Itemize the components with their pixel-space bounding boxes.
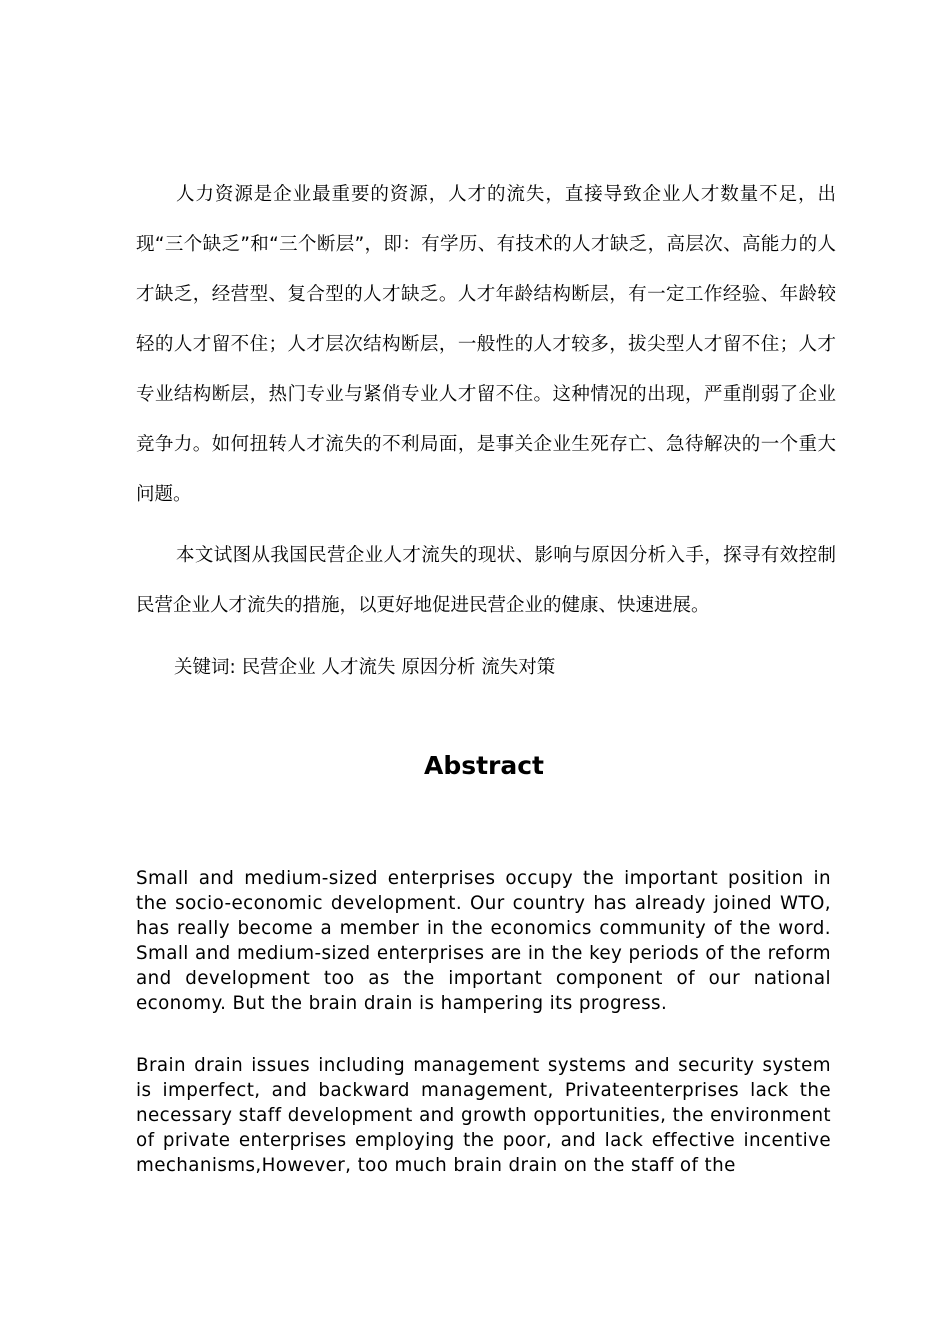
english-abstract-paragraph-1: Small and medium-sized enterprises occupy the important position in the socio-economic development. Our country has already joined WTO, has really become a member in the economics community of the word. Small and medium-sized enterprises are in the key periods of the reform and development too as the important component of our national economy. But the brain drain is hampering its progress.: [136, 868, 831, 1014]
chinese-abstract-paragraph-2: 本文试图从我国民营企业人才流失的现状、影响与原因分析入手，探寻有效控制民营企业人才流失的措施，以更好地促进民营企业的健康、快速进展。: [136, 545, 836, 616]
chinese-abstract-paragraph-1: 人力资源是企业最重要的资源，人才的流失，直接导致企业人才数量不足，出现“三个缺乏”和“三个断层”，即：有学历、有技术的人才缺乏，高层次、高能力的人才缺乏，经营型、复合型的人才缺乏。人才年龄结构断层，有一定工作经验、年龄较轻的人才留不住；人才层次结构断层，一般性的人才较多，拔尖型人才留不住；人才专业结构断层，热门专业与紧俏专业人才留不住。这种情况的出现，严重削弱了企业竞争力。如何扭转人才流失的不利局面，是事关企业生死存亡、急待解决的一个重大问题。: [136, 184, 836, 505]
english-abstract-paragraph-2: Brain drain issues including management systems and security system is imperfect, and backward management, Privateenterprises lack the necessary staff development and growth opportunities, the environment of private enterprises employing the poor, and lack effective incentive mechanisms,However, too much brain drain on the staff of the: [136, 1055, 831, 1176]
chinese-keywords: 关键词: 民营企业 人才流失 原因分析 流失对策: [174, 657, 556, 678]
abstract-heading: Abstract: [423, 751, 545, 780]
